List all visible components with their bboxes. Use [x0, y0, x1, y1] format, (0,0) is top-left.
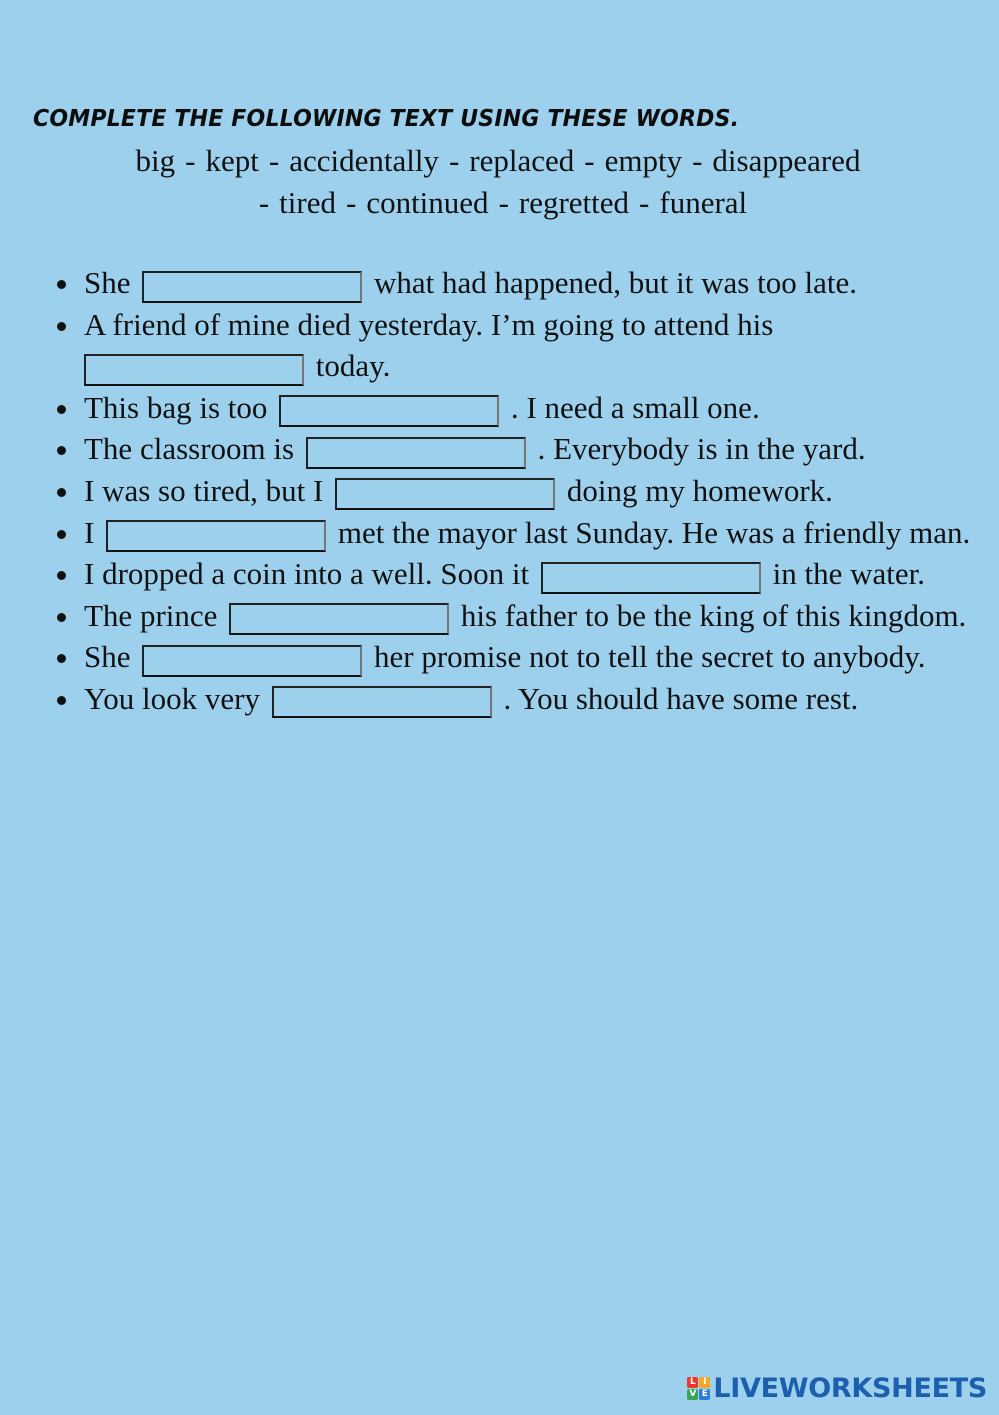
separator: -	[639, 185, 650, 220]
word-bank	[28, 140, 968, 224]
separator: -	[258, 185, 270, 220]
item-text-before: A friend of mine died yesterday. I’m going to attend his	[84, 306, 774, 342]
item-text-before: I	[84, 514, 95, 550]
bullet	[57, 654, 66, 663]
bullet	[57, 322, 66, 331]
answer-blank-7[interactable]	[541, 562, 761, 594]
logo-icon	[687, 1377, 710, 1400]
exercise-item-5	[84, 470, 999, 512]
item-text-before: You look very	[84, 680, 260, 716]
item-text-after: . Everybody is in the yard.	[537, 431, 866, 467]
word-bank-line-2	[28, 182, 968, 224]
exercise-item-6	[84, 512, 999, 554]
bullet	[57, 530, 66, 539]
bullet	[57, 488, 66, 497]
bullet	[57, 405, 66, 414]
logo-letter: V	[687, 1389, 698, 1400]
separator: -	[448, 143, 460, 178]
word-bank-line-1	[28, 140, 968, 182]
word-bank-word: big	[135, 143, 176, 178]
separator: -	[584, 143, 595, 178]
item-text-before: I dropped a coin into a well. Soon it	[84, 556, 530, 592]
separator: -	[692, 143, 703, 178]
bullet	[57, 696, 66, 705]
separator: -	[498, 185, 509, 220]
item-text-after: . You should have some rest.	[503, 680, 859, 716]
exercise-item-1	[84, 262, 999, 304]
answer-blank-9[interactable]	[142, 645, 362, 677]
instruction-heading: COMPLETE THE FOLLOWING TEXT USING THESE WORDS.	[33, 106, 740, 133]
answer-blank-10[interactable]	[272, 686, 492, 718]
item-text-before: I was so tired, but I	[84, 472, 324, 508]
item-text-after: his father to be the king of this kingdom.	[460, 597, 967, 633]
answer-blank-2[interactable]	[84, 354, 304, 386]
item-text-after: met the mayor last Sunday. He was a friendly man.	[337, 514, 971, 550]
item-text-after: . I need a small one.	[510, 389, 760, 425]
separator: -	[268, 143, 280, 178]
answer-blank-3[interactable]	[279, 395, 499, 427]
item-text-after: in the water.	[772, 556, 925, 592]
word-bank-word: regretted	[518, 185, 630, 220]
logo-brand-text: LIVEWORKSHEETS	[713, 1373, 987, 1404]
exercise-item-10	[84, 678, 999, 720]
logo-letter: I	[699, 1377, 710, 1388]
word-bank-word: tired	[279, 185, 336, 220]
exercise-item-9	[84, 636, 999, 678]
word-bank-word: disappeared	[712, 143, 861, 178]
item-text-after: doing my homework.	[566, 472, 833, 508]
word-bank-word: accidentally	[289, 143, 439, 178]
item-text-after: her promise not to tell the secret to anybody.	[374, 639, 926, 675]
bullet	[57, 571, 66, 580]
exercise-list	[52, 262, 999, 720]
item-text-before: She	[84, 639, 131, 675]
word-bank-word: continued	[366, 185, 489, 220]
item-text-before: She	[84, 265, 131, 300]
exercise-item-4	[84, 428, 999, 470]
item-text-after: what had happened, but it was too late.	[374, 265, 857, 300]
answer-blank-1[interactable]	[142, 271, 362, 303]
separator: -	[185, 143, 196, 178]
exercise-item-3	[84, 387, 999, 429]
liveworksheets-logo	[687, 1373, 987, 1404]
item-text-before: This bag is too	[84, 389, 268, 425]
answer-blank-8[interactable]	[229, 603, 449, 635]
bullet	[57, 613, 66, 622]
logo-letter: E	[699, 1389, 710, 1400]
item-text-after: today.	[315, 348, 391, 384]
item-text-before: The classroom is	[84, 431, 295, 467]
bullet	[57, 280, 66, 289]
item-text-before: The prince	[84, 597, 218, 633]
word-bank-word: empty	[604, 143, 683, 178]
word-bank-word: kept	[205, 143, 259, 178]
answer-blank-5[interactable]	[335, 478, 555, 510]
logo-letter: L	[687, 1377, 698, 1388]
word-bank-word: replaced	[469, 143, 575, 178]
answer-blank-4[interactable]	[306, 437, 526, 469]
separator: -	[345, 185, 357, 220]
bullet	[57, 446, 66, 455]
answer-blank-6[interactable]	[106, 520, 326, 552]
exercise-item-8	[84, 595, 999, 637]
word-bank-word: funeral	[659, 185, 748, 220]
exercise-item-2	[84, 304, 999, 387]
exercise-item-7	[84, 553, 999, 595]
